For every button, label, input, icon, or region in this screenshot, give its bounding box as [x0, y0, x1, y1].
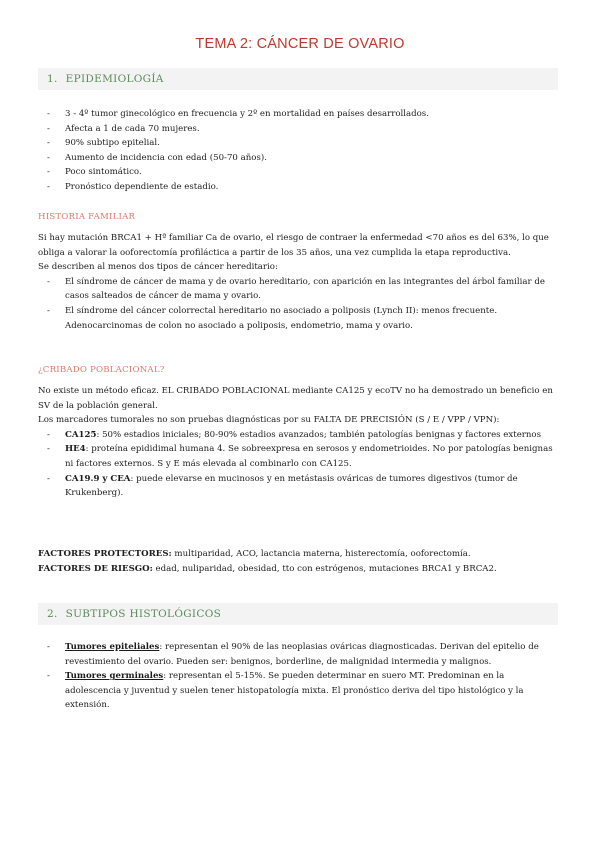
list-item — [38, 472, 560, 501]
factores-riesgo — [38, 562, 560, 577]
list-item — [38, 428, 560, 443]
item-text: : 50% estadios iniciales; 80-90% estadios avanzados; también patologías benignas y factores externos — [96, 429, 542, 440]
section-label: EPIDEMIOLOGÍA — [65, 73, 164, 85]
item-text: : representan el 5-15%. Se pueden determinar en suero MT. Predominan en la adolescencia y juventud y suelen tener histopatología mixta. El pronóstico deriva del tipo histológico y la extensión. — [65, 671, 524, 711]
factores-protectores-lead: FACTORES PROTECTORES: — [38, 549, 172, 559]
page-title: TEMA 2: CÁNCER DE OVARIO — [195, 36, 405, 52]
list-item: - 90% subtipo epitelial. — [38, 136, 560, 151]
subtipos-list — [38, 640, 560, 713]
paragraph: Si hay mutación BRCA1 + Hª familiar Ca de ovario, el riesgo de contraer la enfermedad <70 años es del 63%, lo que obliga a valorar la ooforectomía profiláctica a partir de los 35 años, una vez cumplida la etapa reproductiva. — [38, 233, 549, 258]
epidemiologia-list — [38, 107, 560, 195]
list-item: - Aumento de incidencia con edad (50-70 años). — [38, 151, 560, 166]
list-item — [38, 669, 560, 713]
factores-protectores — [38, 547, 560, 562]
historia-block — [38, 231, 560, 333]
list-item — [38, 640, 560, 669]
factores-riesgo-lead: FACTORES DE RIESGO: — [38, 563, 153, 574]
item-lead: Tumores epiteliales — [65, 642, 160, 652]
cribado-block — [38, 384, 560, 501]
list-item — [38, 442, 560, 471]
list-item: - Poco sintomático. — [38, 165, 560, 180]
factores-protectores-text: multiparidad, ACO, lactancia materna, histerectomía, ooforectomía. — [171, 549, 471, 559]
section-header-epidemiologia — [38, 68, 558, 90]
list-item: - Afecta a 1 de cada 70 mujeres. — [38, 122, 560, 137]
list-item: - El síndrome del cáncer colorrectal hereditario no asociado a poliposis (Lynch II): menos frecuente. Adenocarcinomas de colon no asociado a poliposis, endometrio, mama y ovario. — [38, 304, 560, 333]
section-label: SUBTIPOS HISTOLÓGICOS — [65, 608, 222, 620]
item-text: : representan el 90% de las neoplasias ováricas diagnosticadas. Derivan del epitelio de revestimiento del ovario. Pueden ser: benignos, borderline, de malignidad intermedia y malignos. — [65, 642, 539, 667]
list-item: - El síndrome de cáncer de mama y de ovario hereditario, con aparición en las integrantes del árbol familiar de casos salteados de cáncer de mama y ovario. — [38, 275, 560, 304]
factores-block — [38, 547, 560, 576]
subtipos-block — [38, 640, 560, 713]
historia-list — [38, 275, 560, 333]
subheading-cribado: ¿CRIBADO POBLACIONAL? — [38, 365, 165, 375]
paragraph: Se describen al menos dos tipos de cáncer hereditario: — [38, 262, 278, 273]
item-lead: CA19.9 y CEA — [65, 473, 131, 484]
section-header-subtipos — [38, 603, 558, 625]
item-lead: CA125 — [65, 429, 97, 440]
list-item: - Pronóstico dependiente de estadio. — [38, 180, 560, 195]
paragraph: Los marcadores tumorales no son pruebas diagnósticas por su FALTA DE PRECISIÓN (S / E / VPP / VPN): — [38, 415, 500, 426]
subheading-historia-familiar: HISTORIA FAMILIAR — [38, 212, 136, 222]
cribado-list — [38, 428, 560, 501]
section-number: 2. — [47, 608, 58, 620]
item-lead: HE4 — [65, 444, 86, 455]
factores-riesgo-text: edad, nuliparidad, obesidad, tto con estrógenos, mutaciones BRCA1 y BRCA2. — [152, 563, 497, 574]
epidemiologia-list-block — [38, 107, 560, 195]
section-number: 1. — [47, 73, 58, 85]
item-text: : proteína epididimal humana 4. Se sobreexpresa en serosos y endometrioides. No por patologías benignas ni factores externos. S y E más elevada al combinarlo con CA125. — [65, 444, 553, 469]
item-lead: Tumores germinales — [65, 671, 164, 682]
list-item: - 3 - 4º tumor ginecológico en frecuencia y 2º en mortalidad en países desarrollados. — [38, 107, 560, 122]
item-text: : puede elevarse en mucinosos y en metástasis ováricas de tumores digestivos (tumor de Krukenberg). — [65, 473, 518, 499]
paragraph: No existe un método eficaz. EL CRIBADO POBLACIONAL mediante CA125 y ecoTV no ha demostrado un beneficio en SV de la población general. — [38, 386, 553, 411]
